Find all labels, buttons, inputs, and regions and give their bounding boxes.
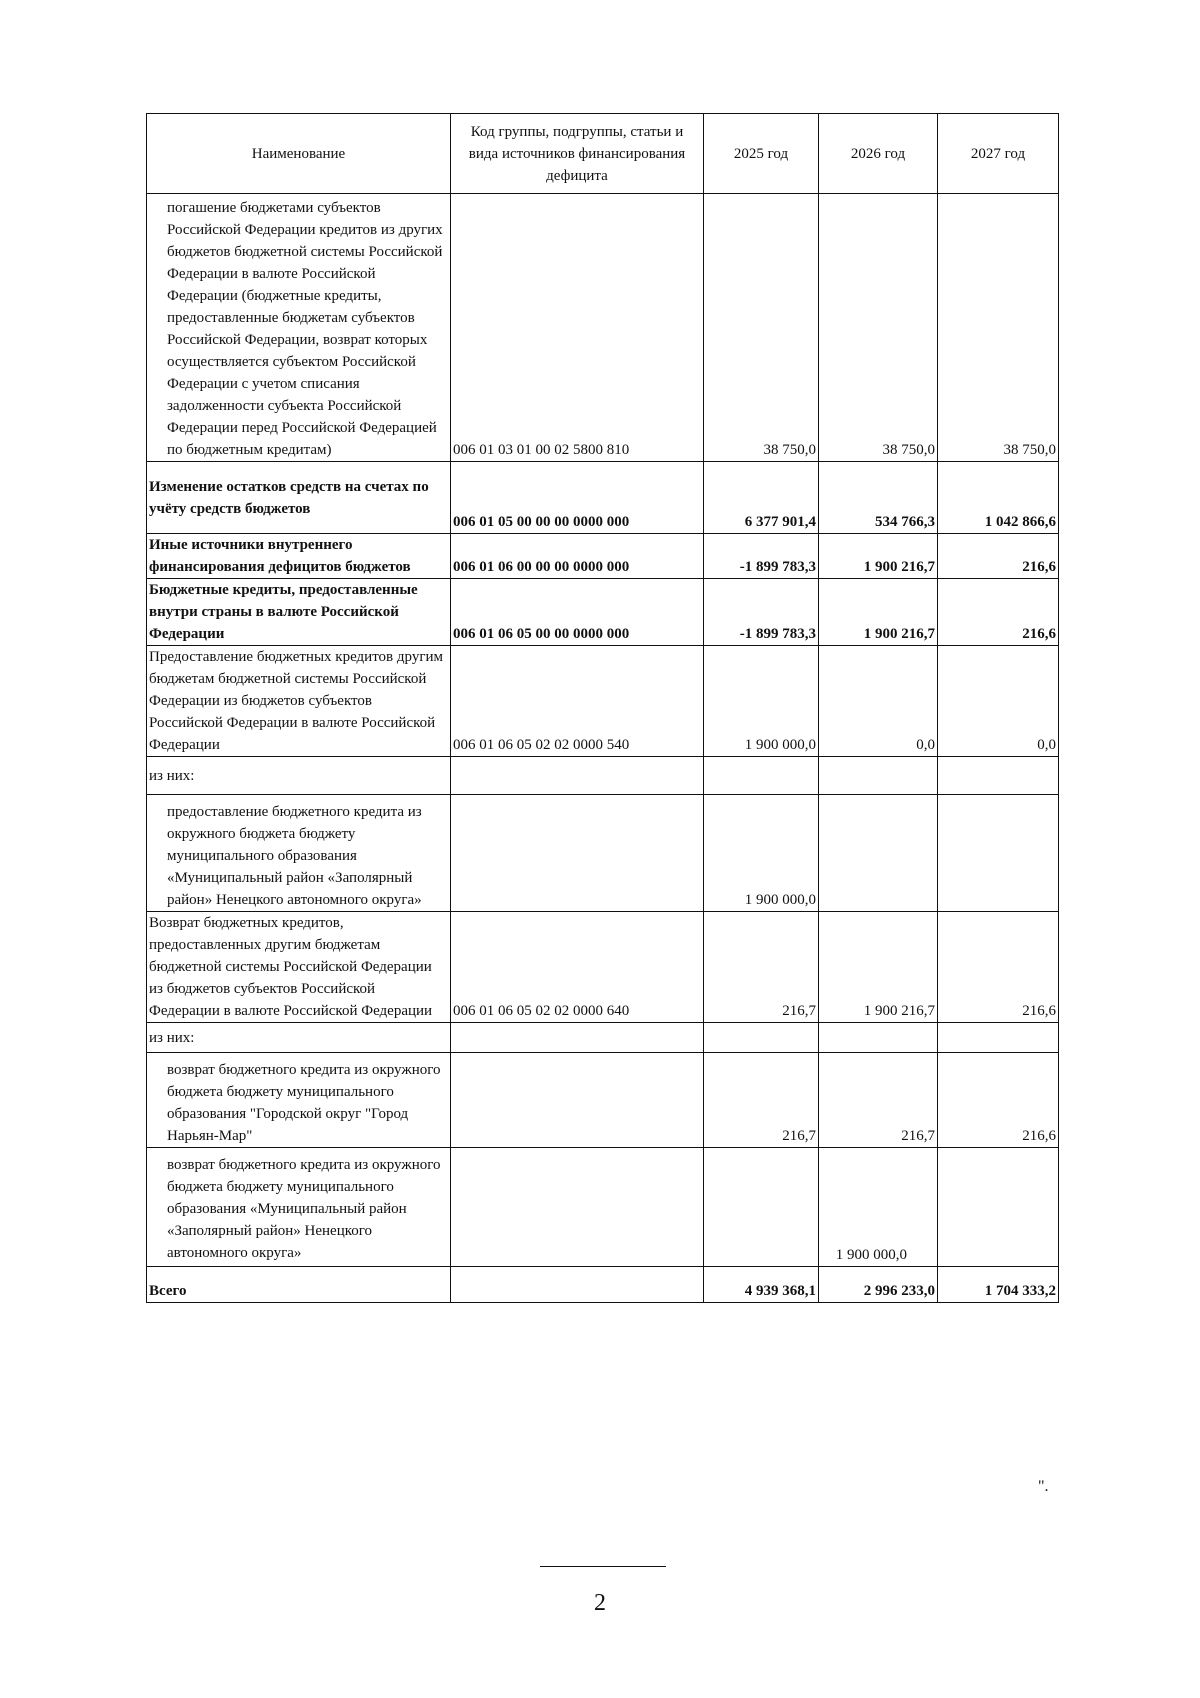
table-row <box>147 757 1059 795</box>
row-value-2027 <box>938 795 1059 912</box>
row-name: Всего <box>147 1267 451 1303</box>
row-value-2027 <box>938 757 1059 795</box>
row-code: 006 01 05 00 00 00 0000 000 <box>451 462 704 534</box>
row-code: 006 01 03 01 00 02 5800 810 <box>451 194 704 462</box>
header-code: Код группы, подгруппы, статьи и вида источников финансирования дефицита <box>451 114 704 194</box>
table-row <box>147 795 1059 912</box>
header-name: Наименование <box>147 114 451 194</box>
header-year-2026: 2026 год <box>819 114 938 194</box>
row-value-2027: 216,6 <box>938 534 1059 579</box>
budget-table-sheet <box>146 113 1058 1303</box>
row-name: Бюджетные кредиты, предоставленные внутри страны в валюте Российской Федерации <box>147 579 451 646</box>
row-value-2025: -1 899 783,3 <box>704 534 819 579</box>
row-value-2025: -1 899 783,3 <box>704 579 819 646</box>
row-code <box>451 1148 704 1267</box>
closing-quote-mark: ". <box>1038 1478 1049 1495</box>
table-row <box>147 1148 1059 1267</box>
row-value-2027 <box>938 1023 1059 1053</box>
row-code: 006 01 06 05 02 02 0000 640 <box>451 912 704 1023</box>
row-name: Возврат бюджетных кредитов, предоставленных другим бюджетам бюджетной системы Российской Федерации из бюджетов субъектов Российской Федерации в валюте Российской Федерации <box>147 912 451 1023</box>
row-value-2026: 1 900 216,7 <box>819 912 938 1023</box>
row-value-2026 <box>819 795 938 912</box>
row-name: Иные источники внутреннего финансирования дефицитов бюджетов <box>147 534 451 579</box>
row-value-2025 <box>704 1148 819 1267</box>
row-value-2026: 1 900 216,7 <box>819 579 938 646</box>
page-number: 2 <box>594 1590 606 1616</box>
row-value-2026: 534 766,3 <box>819 462 938 534</box>
row-value-2026: 1 900 000,0 <box>819 1148 938 1267</box>
row-value-2027: 38 750,0 <box>938 194 1059 462</box>
row-value-2025: 38 750,0 <box>704 194 819 462</box>
row-name: предоставление бюджетного кредита из окружного бюджета бюджету муниципального образования «Муниципальный район «Заполярный район» Ненецкого автономного округа» <box>147 795 451 912</box>
table-row-total <box>147 1267 1059 1303</box>
row-value-2026 <box>819 1023 938 1053</box>
table-row <box>147 646 1059 757</box>
row-value-2027 <box>938 1148 1059 1267</box>
row-name: из них: <box>147 757 451 795</box>
table-row <box>147 462 1059 534</box>
table-row <box>147 534 1059 579</box>
row-value-2027: 1 042 866,6 <box>938 462 1059 534</box>
row-value-2026: 1 900 216,7 <box>819 534 938 579</box>
row-code <box>451 795 704 912</box>
row-value-2025: 1 900 000,0 <box>704 646 819 757</box>
row-value-2025: 4 939 368,1 <box>704 1267 819 1303</box>
row-value-2026: 38 750,0 <box>819 194 938 462</box>
table-row <box>147 1053 1059 1148</box>
row-value-2026: 0,0 <box>819 646 938 757</box>
header-year-2025: 2025 год <box>704 114 819 194</box>
row-code <box>451 757 704 795</box>
row-value-2025 <box>704 1023 819 1053</box>
table-row <box>147 579 1059 646</box>
footer-divider <box>540 1566 666 1567</box>
row-name: возврат бюджетного кредита из окружного бюджета бюджету муниципального образования "Городской округ "Город Нарьян-Мар" <box>147 1053 451 1148</box>
row-value-2025: 6 377 901,4 <box>704 462 819 534</box>
row-value-2027: 216,6 <box>938 1053 1059 1148</box>
row-value-2026: 2 996 233,0 <box>819 1267 938 1303</box>
row-value-2025 <box>704 757 819 795</box>
table-row <box>147 194 1059 462</box>
header-year-2027: 2027 год <box>938 114 1059 194</box>
row-name: возврат бюджетного кредита из окружного бюджета бюджету муниципального образования «Муниципальный район «Заполярный район» Ненецкого автономного округа» <box>147 1148 451 1267</box>
row-value-2025: 1 900 000,0 <box>704 795 819 912</box>
row-code: 006 01 06 05 02 02 0000 540 <box>451 646 704 757</box>
row-value-2026: 216,7 <box>819 1053 938 1148</box>
row-code: 006 01 06 05 00 00 0000 000 <box>451 579 704 646</box>
row-name: Предоставление бюджетных кредитов другим бюджетам бюджетной системы Российской Федерации из бюджетов субъектов Российской Федерации в валюте Российской Федерации <box>147 646 451 757</box>
row-value-2026 <box>819 757 938 795</box>
row-value-2025: 216,7 <box>704 912 819 1023</box>
row-value-2027: 216,6 <box>938 912 1059 1023</box>
row-name <box>147 462 451 534</box>
table-row <box>147 912 1059 1023</box>
financing-sources-table <box>146 113 1059 1303</box>
row-name-text: Изменение остатков средств на счетах по учёту средств бюджетов <box>149 478 429 517</box>
row-code <box>451 1023 704 1053</box>
row-value-2027: 1 704 333,2 <box>938 1267 1059 1303</box>
row-name: из них: <box>147 1023 451 1053</box>
row-value-2025: 216,7 <box>704 1053 819 1148</box>
row-name: погашение бюджетами субъектов Российской Федерации кредитов из других бюджетов бюджетной системы Российской Федерации в валюте Российской Федерации (бюджетные кредиты, предоставленные бюджетам субъектов Российской Федерации, возврат которых осуществляется субъектом Российской Федерации с учетом списания задолженности субъекта Российской Федерации перед Российской Федерацией по бюджетным кредитам) <box>147 194 451 462</box>
row-code <box>451 1053 704 1148</box>
row-value-2027: 0,0 <box>938 646 1059 757</box>
table-header-row <box>147 114 1059 194</box>
row-code <box>451 1267 704 1303</box>
row-code: 006 01 06 00 00 00 0000 000 <box>451 534 704 579</box>
table-row <box>147 1023 1059 1053</box>
row-value-2027: 216,6 <box>938 579 1059 646</box>
